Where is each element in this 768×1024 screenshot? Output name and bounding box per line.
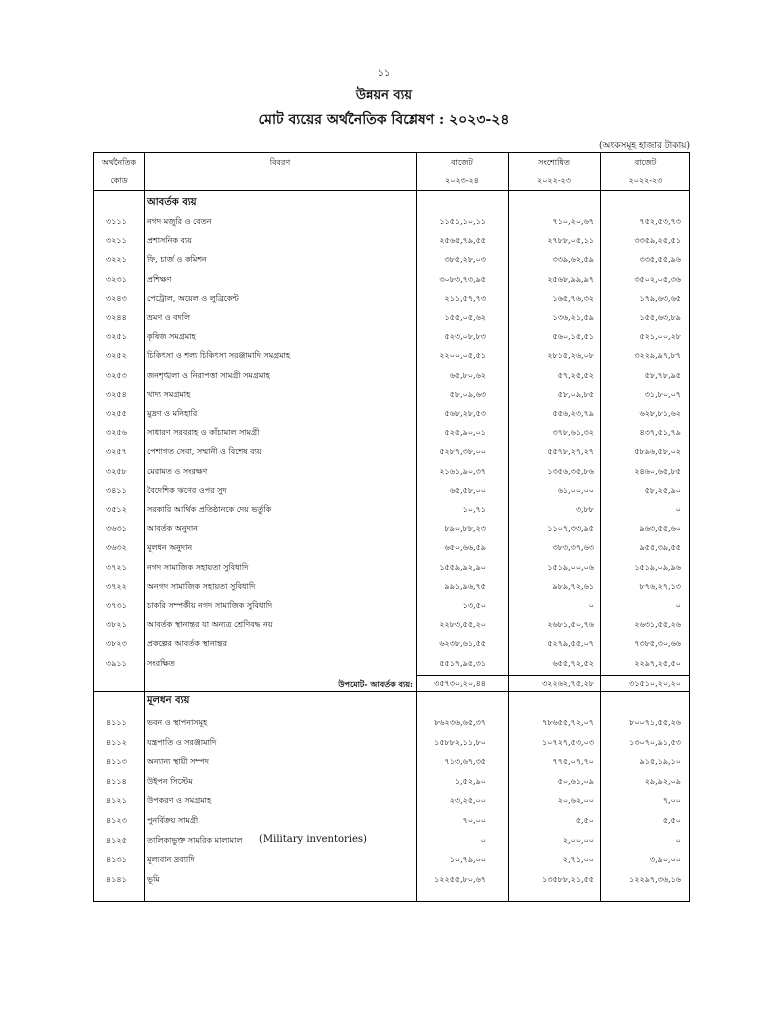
row-value-col1: ০ xyxy=(480,835,486,845)
header-code xyxy=(94,157,144,187)
row-code: ৪১১১ xyxy=(106,718,127,727)
header-description: বিবরণ xyxy=(269,158,291,167)
row-value-col2: ৭১০,২০,৬৭ xyxy=(552,217,594,226)
header-divider xyxy=(94,190,689,191)
row-value-col1: ৩৮৫,২৮,০৩ xyxy=(444,255,486,265)
row-description: মেরামত ও সংরক্ষণ xyxy=(147,466,208,476)
row-code: ৪১২১ xyxy=(106,796,127,806)
row-value-col2: ২৭৮৮,০৫,১১ xyxy=(547,236,594,246)
row-value-col2: ১৩৫৬,৩৫,৮৬ xyxy=(547,466,594,476)
row-code: ৩২৫৮ xyxy=(106,466,127,476)
row-value-col1: ৬৫,৮০,৬২ xyxy=(449,370,486,380)
row-description: সরকারি আর্থিক প্রতিষ্ঠানকে দেয় ভর্তুকি xyxy=(147,505,272,514)
row-code: ৪১১২ xyxy=(106,737,127,747)
row-value-col2: ১৩৫৮৮,২১,৫৫ xyxy=(542,874,594,884)
section-title-capital: মূলধন ব্যয় xyxy=(147,695,190,706)
row-description: চিকিৎসা ও শল্য চিকিৎসা সরঞ্জামাদি সমগ্রমাহ xyxy=(147,351,291,361)
row-description: সাধারণ সরবরাহ ও কাঁচামাল সামগ্রী xyxy=(147,428,260,438)
row-value-col1: ৩০৮৩,৭৩,৯৫ xyxy=(439,274,486,284)
row-value-col3: ১২২৯৭,৩৬,১৬ xyxy=(629,874,681,884)
subtotal-label: উপমোট- আবর্তক ব্যয়: xyxy=(338,679,413,689)
row-description: তালিকাভুক্ত সামরিক মালামাল xyxy=(147,835,243,845)
row-value-col1: ৫২৮৭,৩৮,০০ xyxy=(439,447,486,457)
row-value-col2: ১৩৬,২১,৫৯ xyxy=(552,313,594,322)
row-value-col2: ১৬৫,৭৬,৩২ xyxy=(552,293,594,303)
row-value-col1: ৫২৫,৯০,০১ xyxy=(444,428,486,438)
row-value-col3: ৩৫০২,০৫,৩৬ xyxy=(634,274,681,284)
row-value-col2: ২০,৬২,০০ xyxy=(557,796,594,806)
page-subtitle: মোট ব্যয়ের অর্থনৈতিক বিশ্লেষণ : ২০২৩-২৪ xyxy=(258,112,510,128)
row-value-col1: ১০,৭৯,০০ xyxy=(449,855,486,865)
row-value-col3: ২৯,৯২,০৯ xyxy=(644,776,681,786)
page-number: ১১ xyxy=(377,68,391,79)
row-value-col1: ২১১,৫৭,৭৩ xyxy=(444,293,486,303)
row-description: খাদ্য সমগ্রমাহ xyxy=(147,389,191,399)
row-value-col3: ০ xyxy=(675,835,681,845)
row-description: প্রশিক্ষণ xyxy=(147,274,172,284)
unit-note: (অংকসমূহ হাজার টাকায়) xyxy=(598,141,690,151)
row-value-col3: ১৭৯,৬৩,৬৫ xyxy=(639,293,681,303)
row-value-col2: ৫৫৬,২৩,৭৯ xyxy=(552,409,594,418)
row-value-col1: ৭০,০০ xyxy=(462,816,486,825)
row-value-col3: ৯৫৫,৩৯,৫৫ xyxy=(639,543,681,553)
row-description: আবর্তক স্থানান্তর যা অন্যত্র শ্রেণিবদ্ধ নয় xyxy=(147,620,273,630)
row-value-col1: ১৩,৫০ xyxy=(462,601,486,610)
row-value-col2: ৩৩৯,৬২,৫৯ xyxy=(552,255,594,265)
row-description: চাকরি সম্পর্কীয় নগদ সামাজিক সুবিধাদি xyxy=(147,601,273,610)
row-value-col3: ১৫৫,৬৩,৮৯ xyxy=(639,313,681,322)
row-code: ৩৬৩২ xyxy=(106,543,127,553)
row-code: ৩২৫১ xyxy=(106,332,127,342)
row-code: ৩৪১১ xyxy=(106,485,127,495)
row-code: ৩২২১ xyxy=(106,255,127,265)
row-value-col1: ১৫৮৮২,১১,৮০ xyxy=(434,737,486,747)
row-value-col2: ৬৫৫,৭২,৫২ xyxy=(552,658,594,668)
row-value-col3: ৩৩৫৯,২৫,৫১ xyxy=(634,236,681,246)
page-title: উন্নয়ন ব্যয় xyxy=(355,88,413,103)
row-code: ৪১১৩ xyxy=(106,757,127,767)
row-code: ৩২৫২ xyxy=(106,351,127,361)
row-value-col1: ৫৫১৭,৯৫,৩১ xyxy=(439,658,486,668)
header-col1 xyxy=(416,157,508,187)
row-value-col3: ৫,৫০ xyxy=(662,816,681,825)
row-value-col1: ৬৫০,৬৬,৫৯ xyxy=(444,543,486,553)
row-value-col3: ২২৯৭,২৫,৫০ xyxy=(634,658,681,668)
row-value-col2: ৩৭৮,৬১,৩২ xyxy=(552,428,594,438)
row-description: পেশাগত সেবা, সম্মানী ও বিশেষ ব্যয় xyxy=(147,447,262,457)
row-value-col2: ৫৭,২৫,৫২ xyxy=(557,370,594,380)
row-value-col2: ৫০,৬১,০৯ xyxy=(557,776,594,786)
row-description: পুনর্বিক্রয় সামগ্রী xyxy=(147,816,199,825)
row-value-col1: ২৩,২৫,০০ xyxy=(449,796,486,806)
row-value-col3: ৪৩৭,৫১,৭৯ xyxy=(639,428,681,438)
row-code: ৩২৫৫ xyxy=(106,409,127,418)
row-code: ৩৬৩১ xyxy=(106,524,127,534)
column-divider xyxy=(416,153,417,901)
row-value-col1: ৫৬৮,২৮,৫৩ xyxy=(444,409,486,418)
row-value-col3: ৫৮৯৬,৫৮,০২ xyxy=(634,447,681,457)
header-col1-line1: বাজেট xyxy=(451,158,473,167)
row-value-col1: ২১৬১,৯০,৩৭ xyxy=(439,466,486,476)
row-value-col1: ১,৫২,৯০ xyxy=(454,776,486,786)
row-code: ৩৭২২ xyxy=(106,581,127,591)
column-divider xyxy=(600,153,601,901)
row-value-col3: ৮৭৬,২৭,১৩ xyxy=(639,581,681,591)
row-value-col3: ১৩০৭০,৯১,৫৩ xyxy=(629,737,681,747)
row-code: ৩৭২১ xyxy=(106,562,127,572)
header-code-line2: কোড xyxy=(110,176,128,185)
row-value-col3: ২৬৩১,৫৫,২৬ xyxy=(634,620,681,630)
row-description: ভ্রমণ ও বদলি xyxy=(147,313,191,322)
row-description: কৃষিজ সমগ্রমাহ xyxy=(147,332,196,342)
row-value-col2: ২৫৬৮,৯৯,৯৭ xyxy=(547,274,594,284)
row-value-col2: ১১০৭,৩৩,৯৫ xyxy=(547,524,594,534)
row-value-col1: ১১৫১,১০,১১ xyxy=(439,217,486,226)
row-description: অনগদ সামাজিক সহায়তা সুবিধাদি xyxy=(147,581,256,591)
header-col3-line2: ২০২২-২৩ xyxy=(628,176,663,185)
row-value-col2: ৫৬০,১৫,৫১ xyxy=(552,332,594,342)
row-value-col1: ১২২৫৫,৮০,৬৭ xyxy=(434,874,486,884)
expenditure-table xyxy=(93,152,690,902)
row-code: ৩২৪৪ xyxy=(106,313,127,322)
row-value-col3: ৩,৯০,০০ xyxy=(649,855,681,865)
header-col2 xyxy=(508,157,600,187)
row-value-col3: ০ xyxy=(675,601,681,610)
row-value-col3: ৫৮,২৫,৯০ xyxy=(644,485,681,495)
row-description: নগদ মজুরি ও বেতন xyxy=(147,217,212,226)
row-description: প্রকল্পের আবর্তক স্থানান্তর xyxy=(147,639,227,649)
row-code: ৪১২৫ xyxy=(106,835,127,845)
row-value-col2: ৭৮৬৫৫,৭২,০৭ xyxy=(542,718,594,727)
row-value-col2: ৩৮৩,৩৭,৬৩ xyxy=(552,543,594,553)
row-value-col3: ২৪৬০,৬৫,৮৫ xyxy=(634,466,681,476)
row-value-col1: ৬৫,৫৮,০০ xyxy=(449,485,486,495)
row-value-col2: ১০৭২৭,৫৩,০৩ xyxy=(542,737,594,747)
row-value-col1: ১৫৫৯,৯২,৯০ xyxy=(439,562,486,572)
row-description: অন্যান্য স্থায়ী সম্পদ xyxy=(147,757,209,767)
row-value-col2: ৭৭৫,০৭,৭০ xyxy=(552,757,594,767)
subtotal-value-col1: ৩৫৭৩০,২০,৪৪ xyxy=(434,679,486,688)
row-description: মূলধন অনুদান xyxy=(147,543,193,553)
row-code: ৩২৫৬ xyxy=(106,428,127,438)
row-description: উপকরণ ও সমগ্রমাহ xyxy=(147,796,212,806)
row-description-english: (Military inventories) xyxy=(259,833,367,845)
row-value-col1: ৯৯১,৯৬,৭৫ xyxy=(444,581,486,591)
row-value-col2: ৫৮,০৯,৮৫ xyxy=(557,389,594,399)
row-description: উইপন সিস্টেম xyxy=(147,776,193,786)
row-value-col3: ৩৩৫,৫৫,৯৬ xyxy=(639,255,681,265)
row-code: ৩২৩১ xyxy=(106,274,127,284)
row-description: মূল্যবান দ্রব্যাদি xyxy=(147,855,195,865)
row-value-col3: ৫২১,০০,২৮ xyxy=(639,332,681,342)
header-col3 xyxy=(600,157,691,187)
row-value-col3: ৫৮,৭৮,৯৫ xyxy=(644,370,681,380)
row-code: ৪১৩১ xyxy=(106,855,127,865)
row-value-col1: ৫৮,০৯,৬৩ xyxy=(449,389,486,399)
row-value-col3: ৬২৮,৮১,৬২ xyxy=(639,409,681,418)
row-value-col2: ০ xyxy=(588,601,594,610)
subtotal-bottom-rule xyxy=(94,691,689,692)
row-code: ৪১১৪ xyxy=(106,776,127,786)
header-col1-line2: ২০২৩-২৪ xyxy=(445,176,479,185)
row-value-col1: ৫২৩,০৮,৮৩ xyxy=(444,332,486,342)
row-value-col1: ২৫৬৫,৭৯,৫৫ xyxy=(439,236,486,246)
row-value-col1: ৮৬২৩৬,৬৫,৩৭ xyxy=(434,718,486,727)
row-value-col3: ৩২২৯,৯৭,৮৭ xyxy=(634,351,681,361)
row-description: আবর্তক অনুদান xyxy=(147,524,198,534)
row-value-col3: ৯১৫,১৯,১০ xyxy=(639,757,681,767)
row-value-col3: ৩১,৮০,০৭ xyxy=(644,389,681,399)
row-value-col1: ২২০০,০৫,৫১ xyxy=(439,351,486,361)
row-value-col3: ১৫১৯,০৯,৯৬ xyxy=(634,562,681,572)
subtotal-value-col2: ৩২২৬২,৭৫,২৮ xyxy=(542,679,594,688)
row-value-col2: ২,০০,০০ xyxy=(562,835,594,845)
row-value-col2: ৫৫৭৮,২৭,২৭ xyxy=(547,447,594,457)
row-description: যন্ত্রপাতি ও সরঞ্জামাদি xyxy=(147,737,217,747)
row-value-col2: ১৫১৯,০০,০৬ xyxy=(547,562,594,572)
row-value-col2: ৫,৫০ xyxy=(575,816,594,825)
row-value-col3: ৮০০৭১,৫৫,২৬ xyxy=(629,718,681,727)
row-value-col3: ০ xyxy=(675,505,681,514)
subtotal-top-rule xyxy=(417,675,689,676)
row-value-col1: ১০,৭১ xyxy=(462,505,486,514)
row-value-col3: ৭৫২,৫৩,৭৩ xyxy=(639,217,681,226)
row-description: নগদ সামাজিক সহায়তা সুবিধাদি xyxy=(147,562,249,572)
row-value-col2: ৫২৭৯,৫৫,০৭ xyxy=(547,639,594,649)
row-code: ৩৯১১ xyxy=(106,658,127,668)
row-code: ৩৭৩১ xyxy=(106,601,127,610)
row-value-col1: ২২৮৩,৫৫,২০ xyxy=(439,620,486,630)
row-description: মুদ্রণ ও মনিহারি xyxy=(147,409,198,418)
row-code: ৩৮২৩ xyxy=(106,639,127,649)
row-value-col3: ৯৬৩,৫৫,৬০ xyxy=(639,524,681,534)
section-title-recurrent: আবর্তক ব্যয় xyxy=(147,197,197,208)
row-description: ভূমি xyxy=(147,874,160,884)
row-value-col2: ৩,৮৮ xyxy=(575,505,594,514)
row-code: ৩২৫৪ xyxy=(106,389,127,399)
row-value-col1: ৬২৩৮,৬১,৫৫ xyxy=(439,639,486,649)
row-code: ৪১২৩ xyxy=(106,816,127,825)
row-value-col2: ৯৮৯,৭২,৬১ xyxy=(552,581,594,591)
row-code: ৪১৪১ xyxy=(106,874,127,884)
row-value-col2: ২,৭১,০০ xyxy=(562,855,594,865)
row-value-col2: ২৮১৫,২৬,০৮ xyxy=(547,351,594,361)
header-col2-line2: ২০২২-২৩ xyxy=(537,176,571,185)
header-code-line1: অর্থনৈতিক xyxy=(101,158,137,167)
header-col3-line1: বাজেট xyxy=(634,158,657,167)
row-code: ৩১১১ xyxy=(106,217,127,226)
row-description: জনশৃঙ্খলা ও নিরাপত্তা সামগ্রী সমগ্রমাহ xyxy=(147,370,270,380)
row-code: ৩২৫৭ xyxy=(106,447,127,457)
header-col2-line1: সংশোধিত xyxy=(538,158,570,167)
row-code: ৩২৫৩ xyxy=(106,370,127,380)
row-code: ৩৮২১ xyxy=(106,620,127,630)
row-value-col3: ৭৩৮৫,৩০,৬৬ xyxy=(634,639,681,649)
column-divider xyxy=(508,153,509,901)
row-description: সংরক্ষিত xyxy=(147,658,175,668)
subtotal-value-col3: ৩১৫১০,২০,২০ xyxy=(629,679,681,688)
row-value-col3: ৭,০০ xyxy=(662,796,681,806)
row-code: ৩২১১ xyxy=(106,236,127,246)
row-value-col1: ১৫৫,০৫,৬২ xyxy=(444,313,486,322)
row-description: ফি, চার্জ ও কমিশন xyxy=(147,255,207,265)
row-description: প্রশাসনিক ব্যয় xyxy=(147,236,192,246)
column-divider xyxy=(144,153,145,901)
row-value-col2: ২৬৮১,৫০,৭৬ xyxy=(547,620,594,630)
row-code: ৩৫১২ xyxy=(106,505,127,514)
row-code: ৩২৪৩ xyxy=(106,293,127,303)
row-value-col2: ৬১,০০,০০ xyxy=(557,485,594,495)
row-value-col1: ৮৯০,৮৮,২৩ xyxy=(444,524,486,534)
row-value-col1: ৭১৩,৬৭,৩৫ xyxy=(444,757,486,767)
row-description: বৈদেশিক ঋণের ওপর সুদ xyxy=(147,485,227,495)
row-description: ভবন ও স্থাপনাসমূহ xyxy=(147,718,208,727)
row-description: পেট্রোল, অয়েল ও লুব্রিকেন্ট xyxy=(147,293,239,303)
